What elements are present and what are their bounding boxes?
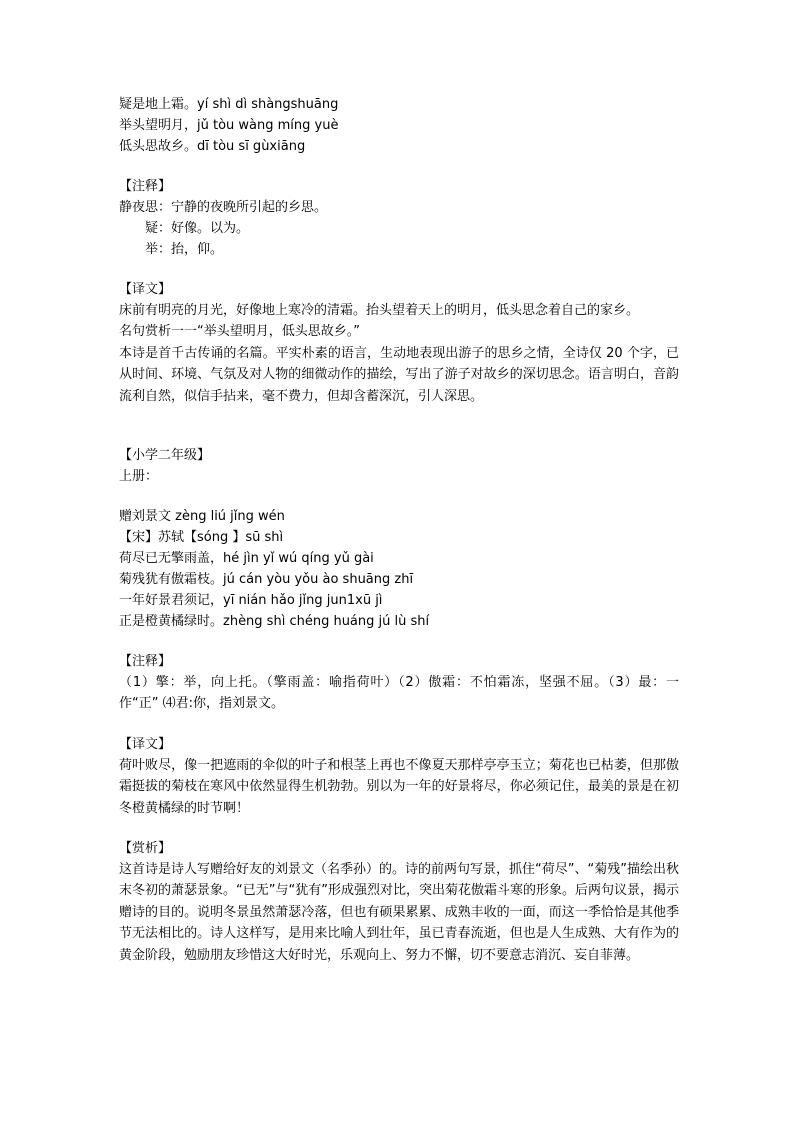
translation-text: 床前有明亮的月光，好像地上寒冷的清霜。抬头望着天上的明月，低头思念着自己的家乡。 bbox=[119, 303, 640, 318]
section-heading: 【注释】 bbox=[119, 654, 172, 670]
poem-title: 赠刘景文 zèng liú jǐng wén bbox=[119, 509, 285, 525]
poem-line: 疑是地上霜。yí shì dì shàngshuāng bbox=[119, 97, 339, 112]
poem-line: 一年好景君须记，yī nián hǎo jǐng jun1xū jì bbox=[119, 593, 383, 609]
analysis-text: 本诗是首千古传诵的名篇。平实朴素的语言，生动地表现出游子的思乡之情，全诗仅 20 个字，已从时间、环境、气氛及对人物的细微动作的描绘，写出了游子对故乡的深切思念。语言明白，音韵流利自然，似信手拈来，毫不费力，但却含蓄深沉，引人深思。 bbox=[119, 345, 679, 404]
volume-label: 上册： bbox=[119, 469, 159, 485]
notes2-block bbox=[119, 651, 679, 715]
grade-heading: 【小学二年级】 bbox=[119, 448, 211, 464]
section-heading: 【译文】 bbox=[119, 736, 172, 752]
poem2-block bbox=[119, 506, 679, 632]
note-item: 疑：好像。以为。 bbox=[145, 221, 250, 236]
poem-line: 低头思故乡。dī tòu sī gùxiāng bbox=[119, 139, 306, 154]
section-heading: 【译文】 bbox=[119, 282, 172, 297]
poem1-block bbox=[119, 94, 679, 157]
famous-line-analysis: 名句赏析一一“举头望明月，低头思故乡。” bbox=[119, 324, 360, 340]
grade2-block bbox=[119, 445, 679, 487]
section-heading: 【注释】 bbox=[119, 179, 172, 194]
notes1-block bbox=[119, 176, 679, 260]
document-page bbox=[119, 94, 679, 966]
poem-line: 荷尽已无擎雨盖，hé jìn yǐ wú qíng yǔ gài bbox=[119, 551, 374, 567]
translation2-block bbox=[119, 734, 679, 819]
notes-text: （1）擎：举，向上托。（擎雨盖：喻指荷叶）（2）傲霜：不怕霜冻，坚强不屈。（3）最：一作“正” ⑷君:你，指刘景文。 bbox=[119, 675, 679, 712]
appreciation-text: 这首诗是诗人写赠给好友的刘景文（名季孙）的。诗的前两句写景，抓住“荷尽”、“菊残”描绘出秋末冬初的萧瑟景象。“已无”与“犹有”形成强烈对比，突出菊花傲霜斗寒的形象。后两句议景，揭示赠诗的目的。说明冬景虽然萧瑟冷落，但也有硕果累累、成熟丰收的一面，而这一季恰恰是其他季节无法相比的。诗人这样写，是用来比喻人到壮年，虽已青春流逝，但也是人生成熟、大有作为的黄金阶段，勉励朋友珍惜这大好时光，乐观向上、努力不懈，切不要意志消沉、妄自菲薄。 bbox=[119, 862, 679, 963]
poem-line: 菊残犹有傲霜枝。jú cán yòu yǒu ào shuāng zhī bbox=[119, 572, 414, 588]
poem-line: 举头望明月，jǔ tòu wàng míng yuè bbox=[119, 118, 339, 133]
poem-line: 正是橙黄橘绿时。zhèng shì chéng huáng jú lù shí bbox=[119, 614, 430, 630]
appreciation2-block bbox=[119, 838, 679, 966]
translation-text: 荷叶败尽，像一把遮雨的伞似的叶子和根茎上再也不像夏天那样亭亭玉立；菊花也已枯萎，但那傲霜挺拔的菊枝在寒风中依然显得生机勃勃。别以为一年的好景将尽，你必须记住，最美的景是在初冬橙黄橘绿的时节啊！ bbox=[119, 757, 679, 816]
section-heading: 【赏析】 bbox=[119, 841, 172, 857]
note-item: 静夜思：宁静的夜晚所引起的乡思。 bbox=[119, 200, 328, 215]
note-item: 举：抬，仰。 bbox=[145, 242, 224, 257]
translation1-block bbox=[119, 279, 679, 407]
poem-author: 【宋】苏轼【sóng 】sū shì bbox=[119, 530, 284, 546]
